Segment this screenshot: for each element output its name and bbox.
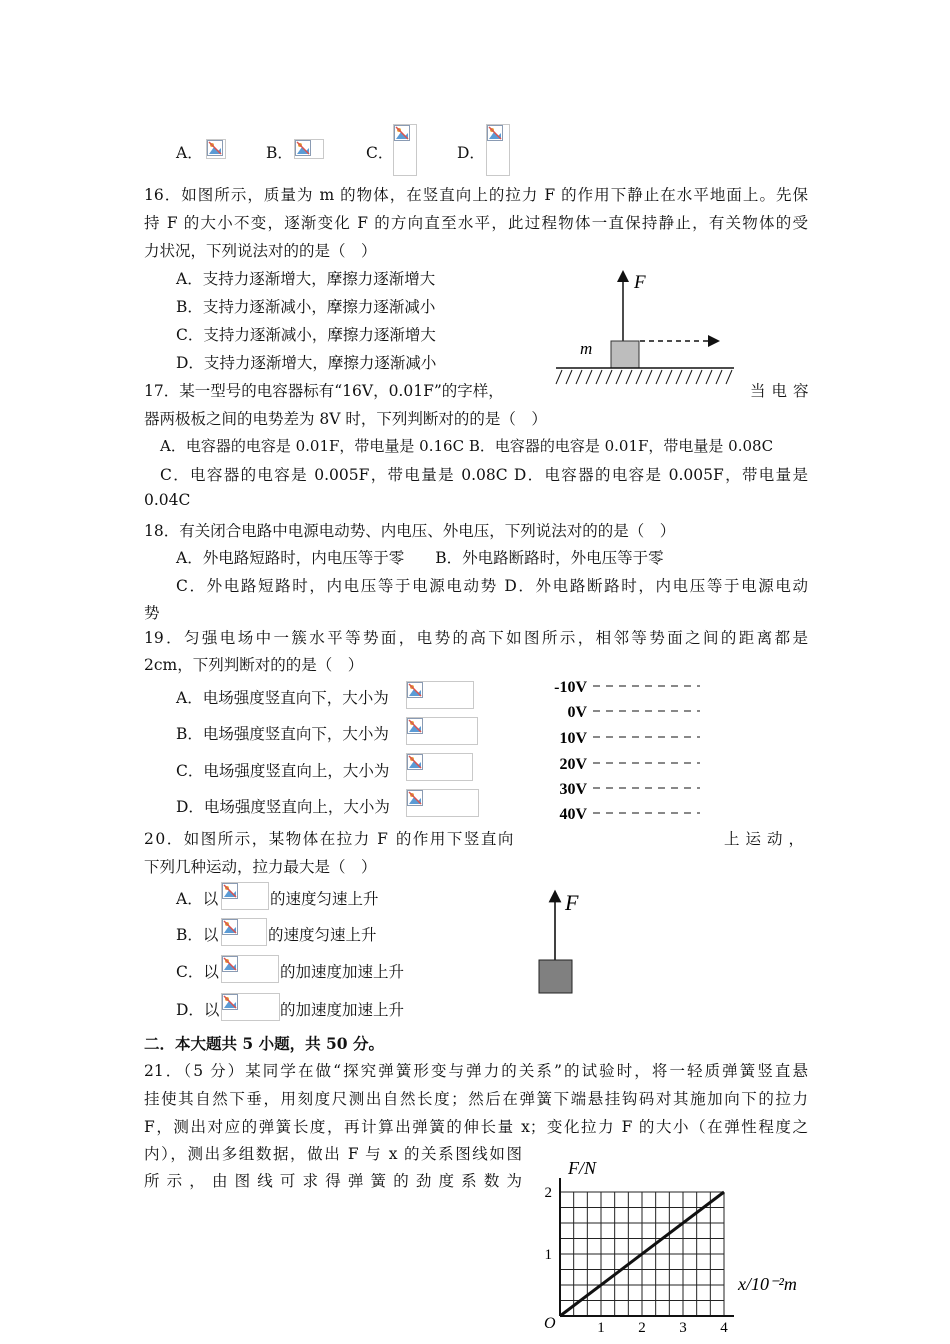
q18-options-1: A．外电路短路时，内电压等于零 B．外电路断路时，外电压等于零 bbox=[176, 549, 664, 567]
q17-stem-left: 17．某一型号的电容器标有“16V，0.01F”的字样， bbox=[144, 382, 504, 400]
image-placeholder-icon bbox=[406, 789, 479, 817]
q20-figure bbox=[530, 886, 620, 998]
q20-stem-2: 下列几种运动，拉力最大是（ ） bbox=[144, 858, 377, 876]
q20-option-d-post: 的加速度加速上升 bbox=[280, 1001, 405, 1019]
q19-stem-1: 19．匀强电场中一簇水平等势面，电势的高下如图所示，相邻等势面之间的距离都是 bbox=[144, 629, 808, 647]
equipotential-figure bbox=[540, 674, 710, 824]
q17-options-3: 0.04C bbox=[144, 491, 191, 509]
x-tick-label: 1 bbox=[597, 1320, 605, 1332]
image-placeholder-icon bbox=[294, 139, 324, 159]
q18-options-2: C．外电路短路时，内电压等于电源电动势 D．外电路断路时，内电压等于电源电动 bbox=[176, 577, 808, 595]
y-tick-label: 2 bbox=[544, 1185, 552, 1201]
q20-option-a-post: 的速度匀速上升 bbox=[270, 890, 379, 908]
q20-option-a-pre: A．以 bbox=[176, 890, 219, 908]
image-placeholder-icon bbox=[393, 124, 417, 176]
q21-line-3: F，测出对应的弹簧长度，再计算出弹簧的伸长量 x；变化拉力 F 的大小（在弹性程度之 bbox=[144, 1118, 808, 1136]
q15-option-d: D． bbox=[457, 144, 485, 162]
block bbox=[539, 960, 572, 993]
q20-option-c-post: 的加速度加速上升 bbox=[280, 963, 405, 981]
q17-stem-right: 当电容 bbox=[750, 382, 815, 400]
image-placeholder-icon bbox=[406, 681, 474, 709]
q21-line-1: 21．（5 分）某同学在做“探究弹簧形变与弹力的关系”的试验时，将一轻质弹簧竖直悬 bbox=[144, 1062, 808, 1080]
x-axis-label: x/10⁻²m bbox=[738, 1274, 797, 1294]
q21-line-5: 所示，由图线可求得弹簧的劲度系数为 bbox=[144, 1172, 522, 1190]
x-tick-label: 3 bbox=[679, 1320, 687, 1332]
q19-option-a: A．电场强度竖直向下，大小为 bbox=[176, 689, 389, 707]
q19-option-d: D．电场强度竖直向上，大小为 bbox=[176, 798, 390, 816]
potential-label: 40V bbox=[559, 806, 587, 823]
image-placeholder-icon bbox=[406, 717, 478, 745]
section-2-title: 二．本大题共 5 小题，共 50 分。 bbox=[144, 1034, 384, 1053]
q20-option-d-pre: D．以 bbox=[176, 1001, 220, 1019]
q18-options-3: 势 bbox=[144, 604, 160, 622]
mass-label: m bbox=[580, 339, 593, 358]
image-placeholder-icon bbox=[406, 753, 473, 781]
q20-option-c-pre: C．以 bbox=[176, 963, 219, 981]
q19-stem-2: 2cm，下列判断对的的是（ ） bbox=[144, 656, 364, 674]
force-label: F bbox=[634, 272, 646, 293]
q17-options-1: A．电容器的电容是 0.01F，带电量是 0.16C B．电容器的电容是 0.01F，带电量是 0.08C bbox=[160, 437, 774, 455]
y-tick-label: 1 bbox=[544, 1247, 552, 1263]
x-tick-label: 4 bbox=[720, 1320, 728, 1332]
ground-hatch bbox=[556, 370, 732, 384]
q21-line-2: 挂使其自然下垂，用刻度尺测出自然长度；然后在弹簧下端悬挂钩码对其施加向下的拉力 bbox=[144, 1090, 808, 1108]
potential-label: -10V bbox=[554, 679, 587, 696]
origin-label: O bbox=[544, 1315, 556, 1332]
q18-stem: 18．有关闭合电路中电源电动势、内电压、外电压，下列说法对的的是（ ） bbox=[144, 522, 676, 540]
q16-option-c: C．支持力逐渐减小，摩擦力逐渐增大 bbox=[176, 326, 436, 344]
q16-figure bbox=[550, 262, 750, 388]
block bbox=[611, 341, 639, 368]
image-placeholder-icon bbox=[221, 955, 279, 983]
q16-option-a: A．支持力逐渐增大，摩擦力逐渐增大 bbox=[176, 270, 436, 288]
potential-label: 10V bbox=[559, 730, 587, 747]
q20-option-b-pre: B．以 bbox=[176, 926, 219, 944]
q15-option-a: A． bbox=[176, 144, 203, 162]
q19-option-b: B．电场强度竖直向下，大小为 bbox=[176, 725, 389, 743]
q16-stem-2: 持 F 的大小不变，逐渐变化 F 的方向直至水平，此过程物体一直保持静止，有关物体的受 bbox=[144, 214, 808, 232]
potential-label: 20V bbox=[559, 756, 587, 773]
q20-option-b-post: 的速度匀速上升 bbox=[268, 926, 377, 944]
q15-option-b: B． bbox=[266, 144, 293, 162]
image-placeholder-icon bbox=[221, 918, 267, 946]
image-placeholder-icon bbox=[221, 993, 280, 1021]
potential-label: 30V bbox=[559, 781, 587, 798]
q16-option-b: B．支持力逐渐减小，摩擦力逐渐减小 bbox=[176, 298, 436, 316]
q15-option-c: C． bbox=[366, 144, 394, 162]
q16-option-d: D．支持力逐渐增大，摩擦力逐渐减小 bbox=[176, 354, 437, 372]
image-placeholder-icon bbox=[486, 124, 510, 176]
q21-line-4: 内），测出多组数据，做出 F 与 x 的关系图线如图 bbox=[144, 1145, 522, 1163]
x-tick-label: 2 bbox=[638, 1320, 646, 1332]
image-placeholder-icon bbox=[206, 139, 226, 159]
q17-stem-2: 器两极板之间的电势差为 8V 时，下列判断对的的是（ ） bbox=[144, 410, 547, 428]
q20-stem-left: 20．如图所示，某物体在拉力 F 的作用下竖直向 bbox=[144, 830, 515, 848]
q17-options-2: C．电容器的电容是 0.005F，带电量是 0.08C D．电容器的电容是 0.005F，带电量是 bbox=[160, 466, 808, 484]
image-placeholder-icon bbox=[221, 882, 269, 910]
q20-stem-right: 上运动， bbox=[724, 830, 811, 848]
spring-chart bbox=[530, 1150, 830, 1332]
force-label: F bbox=[565, 890, 579, 915]
q16-stem-1: 16．如图所示，质量为 m 的物体，在竖直向上的拉力 F 的作用下静止在水平地面上。先保 bbox=[144, 186, 808, 204]
q16-stem-3: 力状况，下列说法对的的是（ ） bbox=[144, 242, 377, 260]
y-axis-label: F/N bbox=[568, 1158, 597, 1178]
q19-option-c: C．电场强度竖直向上，大小为 bbox=[176, 762, 390, 780]
potential-label: 0V bbox=[567, 704, 587, 721]
